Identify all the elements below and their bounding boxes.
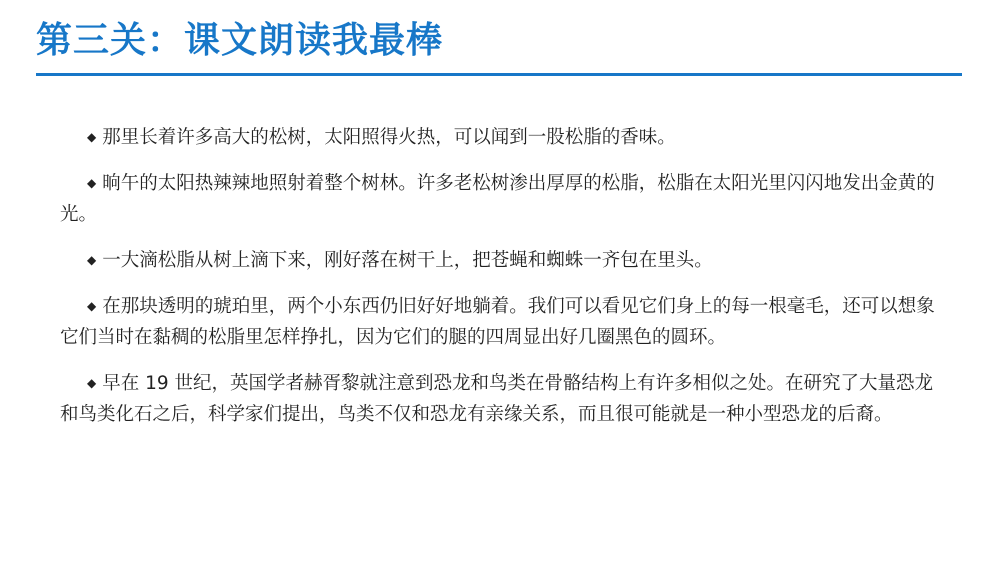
paragraph-text: 早在 19 世纪，英国学者赫胥黎就注意到恐龙和鸟类在骨骼结构上有许多相似之处。在研究了大量恐龙和鸟类化石之后，科学家们提出，鸟类不仅和恐龙有亲缘关系，而且很可能就是一种小型恐龙的后裔。 (60, 373, 934, 425)
diamond-bullet-icon: ◆ (87, 376, 97, 390)
title-underline (36, 73, 962, 76)
diamond-bullet-icon: ◆ (87, 253, 97, 267)
diamond-bullet-icon: ◆ (87, 176, 97, 190)
diamond-bullet-icon: ◆ (87, 130, 97, 144)
paragraph-1 (60, 122, 940, 153)
paragraph-5 (60, 368, 940, 430)
paragraph-text: 一大滴松脂从树上滴下来，刚好落在树干上，把苍蝇和蜘蛛一齐包在里头。 (102, 250, 713, 271)
paragraph-4 (60, 291, 940, 353)
paragraph-text: 晌午的太阳热辣辣地照射着整个树林。许多老松树渗出厚厚的松脂，松脂在太阳光里闪闪地发出金黄的光。 (60, 173, 935, 225)
slide-title: 第三关：课文朗读我最棒 (36, 20, 444, 61)
paragraph-3 (60, 245, 940, 276)
paragraph-2 (60, 168, 940, 230)
paragraph-text: 那里长着许多高大的松树，太阳照得火热，可以闻到一股松脂的香味。 (102, 127, 676, 148)
paragraph-text: 在那块透明的琥珀里，两个小东西仍旧好好地躺着。我们可以看见它们身上的每一根毫毛，还可以想象它们当时在黏稠的松脂里怎样挣扎，因为它们的腿的四周显出好几圈黑色的圆环。 (60, 296, 935, 348)
reading-passage (60, 122, 940, 445)
diamond-bullet-icon: ◆ (87, 299, 97, 313)
